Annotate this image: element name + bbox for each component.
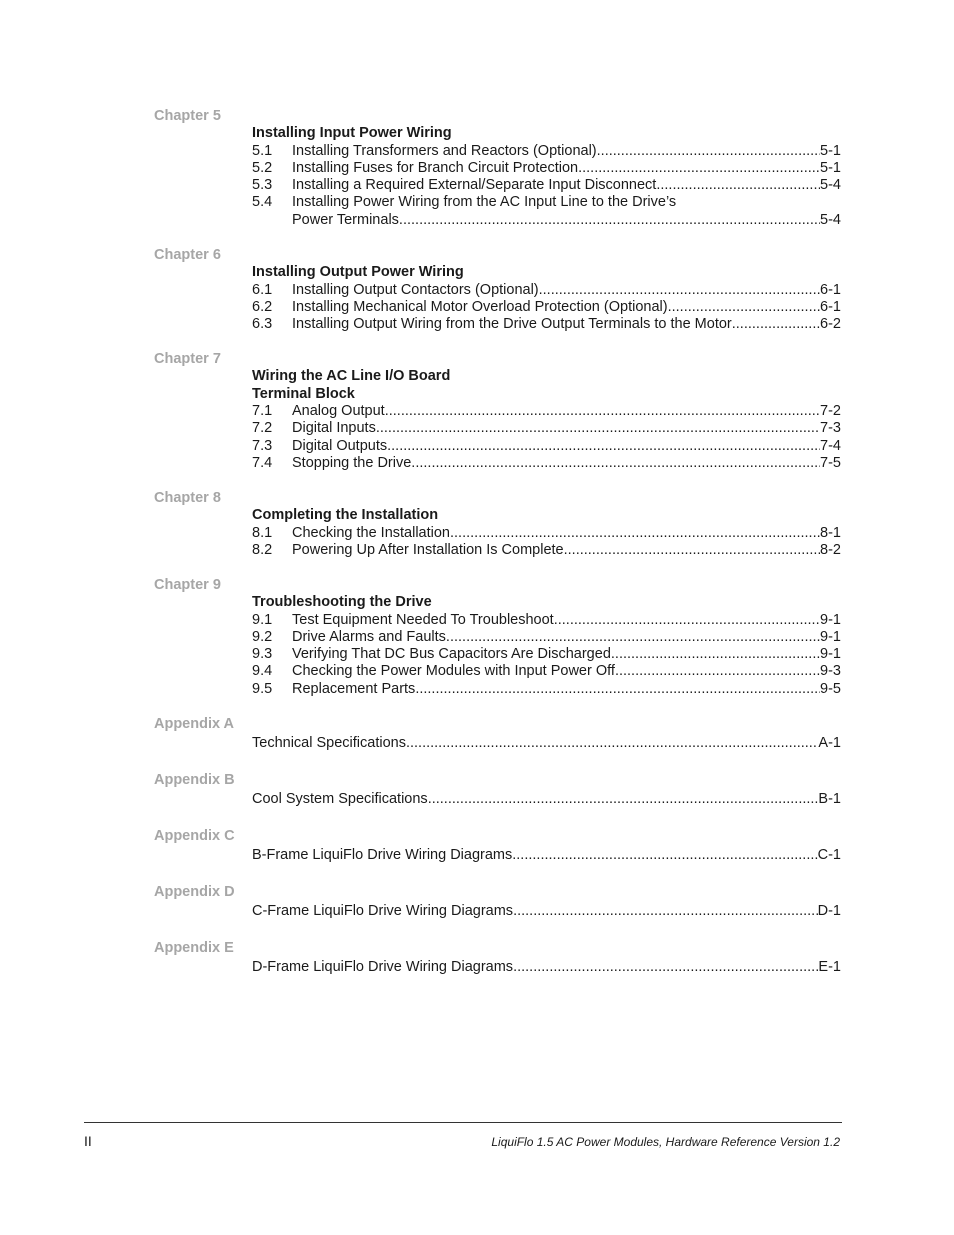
toc-entry[interactable] [252,177,841,194]
toc-entry[interactable] [252,681,841,698]
entry-row [292,403,841,420]
entry-title: Powering Up After Installation Is Complete [292,541,564,558]
chapter-title: Wiring the AC Line I/O Board [252,368,451,384]
entry-number: 6.3 [252,316,273,333]
entry-row [292,681,841,698]
appendix-label: Appendix B [154,772,235,788]
entry-title: Digital Outputs [292,437,388,454]
entry-page: 7-2 [820,403,841,419]
entry-title: Test Equipment Needed To Troubleshoot [292,611,554,628]
entry-number: 5.3 [252,177,273,194]
toc-entry[interactable] [252,438,841,455]
dot-leader [513,903,818,920]
entry-number: 7.2 [252,420,273,437]
footer-title: LiquiFlo 1.5 AC Power Modules, Hardware Reference Version 1.2 [491,1135,840,1149]
entry-page: 7-5 [820,454,841,471]
entry-row [292,542,841,559]
toc-entry[interactable] [252,299,841,316]
toc-entry[interactable] [252,525,841,542]
entry-number: 9.1 [252,611,273,628]
dot-leader [578,160,820,177]
entry-number: 9.2 [252,628,273,645]
appendix-entry[interactable] [252,903,841,920]
dot-leader [415,681,820,698]
page-number: II [84,1133,92,1149]
appendix-entry[interactable] [252,847,841,864]
entry-number: 7.3 [252,437,273,454]
entry-number: 5.2 [252,159,273,176]
entry-page: 8-1 [820,524,841,541]
entry-title: Installing a Required External/Separate Input Disconnect [292,177,657,194]
appendix-title: Cool System Specifications [252,791,428,807]
chapter-title: Installing Output Power Wiring [252,264,464,280]
entry-title: Stopping the Drive [292,454,412,471]
chapter-title: Completing the Installation [252,507,439,523]
chapter-label: Chapter 5 [154,108,221,124]
appendix-page: C-1 [817,847,841,863]
entry-page: 6-2 [820,316,841,333]
chapter-label: Chapter 7 [154,351,221,367]
toc-entry-continued[interactable] [252,212,841,229]
entry-page: 8-2 [820,541,841,558]
entry-title: Replacement Parts [292,680,416,697]
appendix-title: D-Frame LiquiFlo Drive Wiring Diagrams [252,959,514,975]
entry-row [252,903,841,920]
entry-number: 9.4 [252,663,273,680]
entry-page: 5-4 [820,211,841,228]
appendix-label: Appendix E [154,940,234,956]
entry-title: Checking the Installation [292,524,450,541]
appendix-page: E-1 [818,959,841,975]
appendix-page: B-1 [818,791,841,807]
chapter-label: Chapter 8 [154,490,221,506]
appendix-entry[interactable] [252,735,841,752]
entry-number: 5.4 [252,194,273,211]
dot-leader [656,177,820,194]
toc-entry[interactable] [252,629,841,646]
dot-leader [513,959,818,976]
entry-row [292,663,841,680]
entry-title: Digital Inputs [292,420,376,437]
entry-title: Checking the Power Modules with Input Power Off [292,663,615,680]
chapter-title: Terminal Block [252,385,355,402]
entry-page: 5-1 [820,159,841,176]
entry-number: 9.5 [252,680,273,697]
toc-entry[interactable] [252,143,841,160]
toc-entry[interactable] [252,646,841,663]
entry-number: 5.1 [252,142,273,159]
dot-leader [611,646,820,663]
entry-page: 6-1 [820,298,841,315]
entry-title-line: Installing Power Wiring from the AC Input Line to the Drive’s [292,194,677,211]
entry-row [252,735,841,752]
toc-entry[interactable] [252,403,841,420]
dot-leader [385,403,820,420]
dot-leader [446,629,820,646]
dot-leader [539,282,820,299]
dot-leader [512,847,817,864]
entry-row [292,282,841,299]
toc-entry[interactable] [252,282,841,299]
appendix-entry[interactable] [252,959,841,976]
appendix-page: A-1 [818,735,841,751]
entry-row [292,177,841,194]
entry-row [292,160,841,177]
entry-row [252,959,841,976]
appendix-title: Technical Specifications [252,735,406,751]
appendix-page: D-1 [817,903,841,919]
dot-leader [411,455,820,472]
dot-leader [450,525,820,542]
entry-page: 7-3 [820,420,841,437]
toc-entry[interactable] [252,420,841,437]
entry-row [292,612,841,629]
entry-title: Installing Fuses for Branch Circuit Protection [292,159,579,176]
entry-number: 9.3 [252,646,273,663]
entry-title: Installing Output Contactors (Optional) [292,281,539,298]
entry-page: 9-1 [820,628,841,645]
entry-row [252,847,841,864]
footer-divider [84,1122,842,1123]
entry-title: Power Terminals [292,211,399,228]
entry-page: 9-5 [820,680,841,697]
entry-number: 7.4 [252,454,273,471]
entry-row [292,420,841,437]
toc-entry[interactable] [252,663,841,680]
appendix-label: Appendix A [154,716,235,732]
entry-row [292,646,841,663]
entry-row [252,791,841,808]
entry-page: 5-4 [820,177,841,194]
toc-entry[interactable] [252,160,841,177]
dot-leader [732,316,820,333]
chapter-title: Installing Input Power Wiring [252,125,452,141]
entry-page: 7-4 [820,437,841,454]
entry-row [292,143,841,160]
dot-leader [399,212,820,229]
chapter-label: Chapter 6 [154,247,221,263]
entry-row [292,455,841,472]
entry-number: 6.1 [252,281,273,298]
dot-leader [615,663,820,680]
entry-page: 5-1 [820,142,841,159]
toc-entry[interactable] [252,316,841,333]
appendix-entry[interactable] [252,791,841,808]
entry-title: Installing Output Wiring from the Drive Output Terminals to the Motor [292,316,732,333]
appendix-title: B-Frame LiquiFlo Drive Wiring Diagrams [252,847,513,863]
toc-entry[interactable] [252,194,841,211]
dot-leader [597,143,820,160]
entry-row [292,212,841,229]
toc-entry[interactable] [252,612,841,629]
dot-leader [668,299,820,316]
dot-leader [376,420,820,437]
dot-leader [387,438,820,455]
toc-entry[interactable] [252,542,841,559]
entry-title: Installing Transformers and Reactors (Optional) [292,142,597,159]
chapter-label: Chapter 9 [154,577,221,593]
entry-title: Installing Mechanical Motor Overload Protection (Optional) [292,298,668,315]
chapter-title: Troubleshooting the Drive [252,594,432,610]
dot-leader [406,735,818,752]
entry-row [292,316,841,333]
dot-leader [554,612,820,629]
entry-number: 8.2 [252,541,273,558]
entry-number: 7.1 [252,403,273,419]
entry-row [292,438,841,455]
entry-number: 8.1 [252,524,273,541]
entry-title: Verifying That DC Bus Capacitors Are Discharged [292,646,611,663]
entry-title: Analog Output [292,403,385,419]
appendix-label: Appendix D [154,884,235,900]
entry-title: Drive Alarms and Faults [292,628,446,645]
entry-row [292,299,841,316]
entry-page: 9-1 [820,611,841,628]
toc-entry[interactable] [252,455,841,472]
appendix-title: C-Frame LiquiFlo Drive Wiring Diagrams [252,903,514,919]
dot-leader [428,791,819,808]
entry-number: 6.2 [252,298,273,315]
entry-row [292,629,841,646]
dot-leader [564,542,820,559]
entry-page: 9-1 [820,646,841,663]
entry-page: 9-3 [820,663,841,680]
entry-page: 6-1 [820,281,841,298]
appendix-label: Appendix C [154,828,235,844]
entry-row [292,525,841,542]
